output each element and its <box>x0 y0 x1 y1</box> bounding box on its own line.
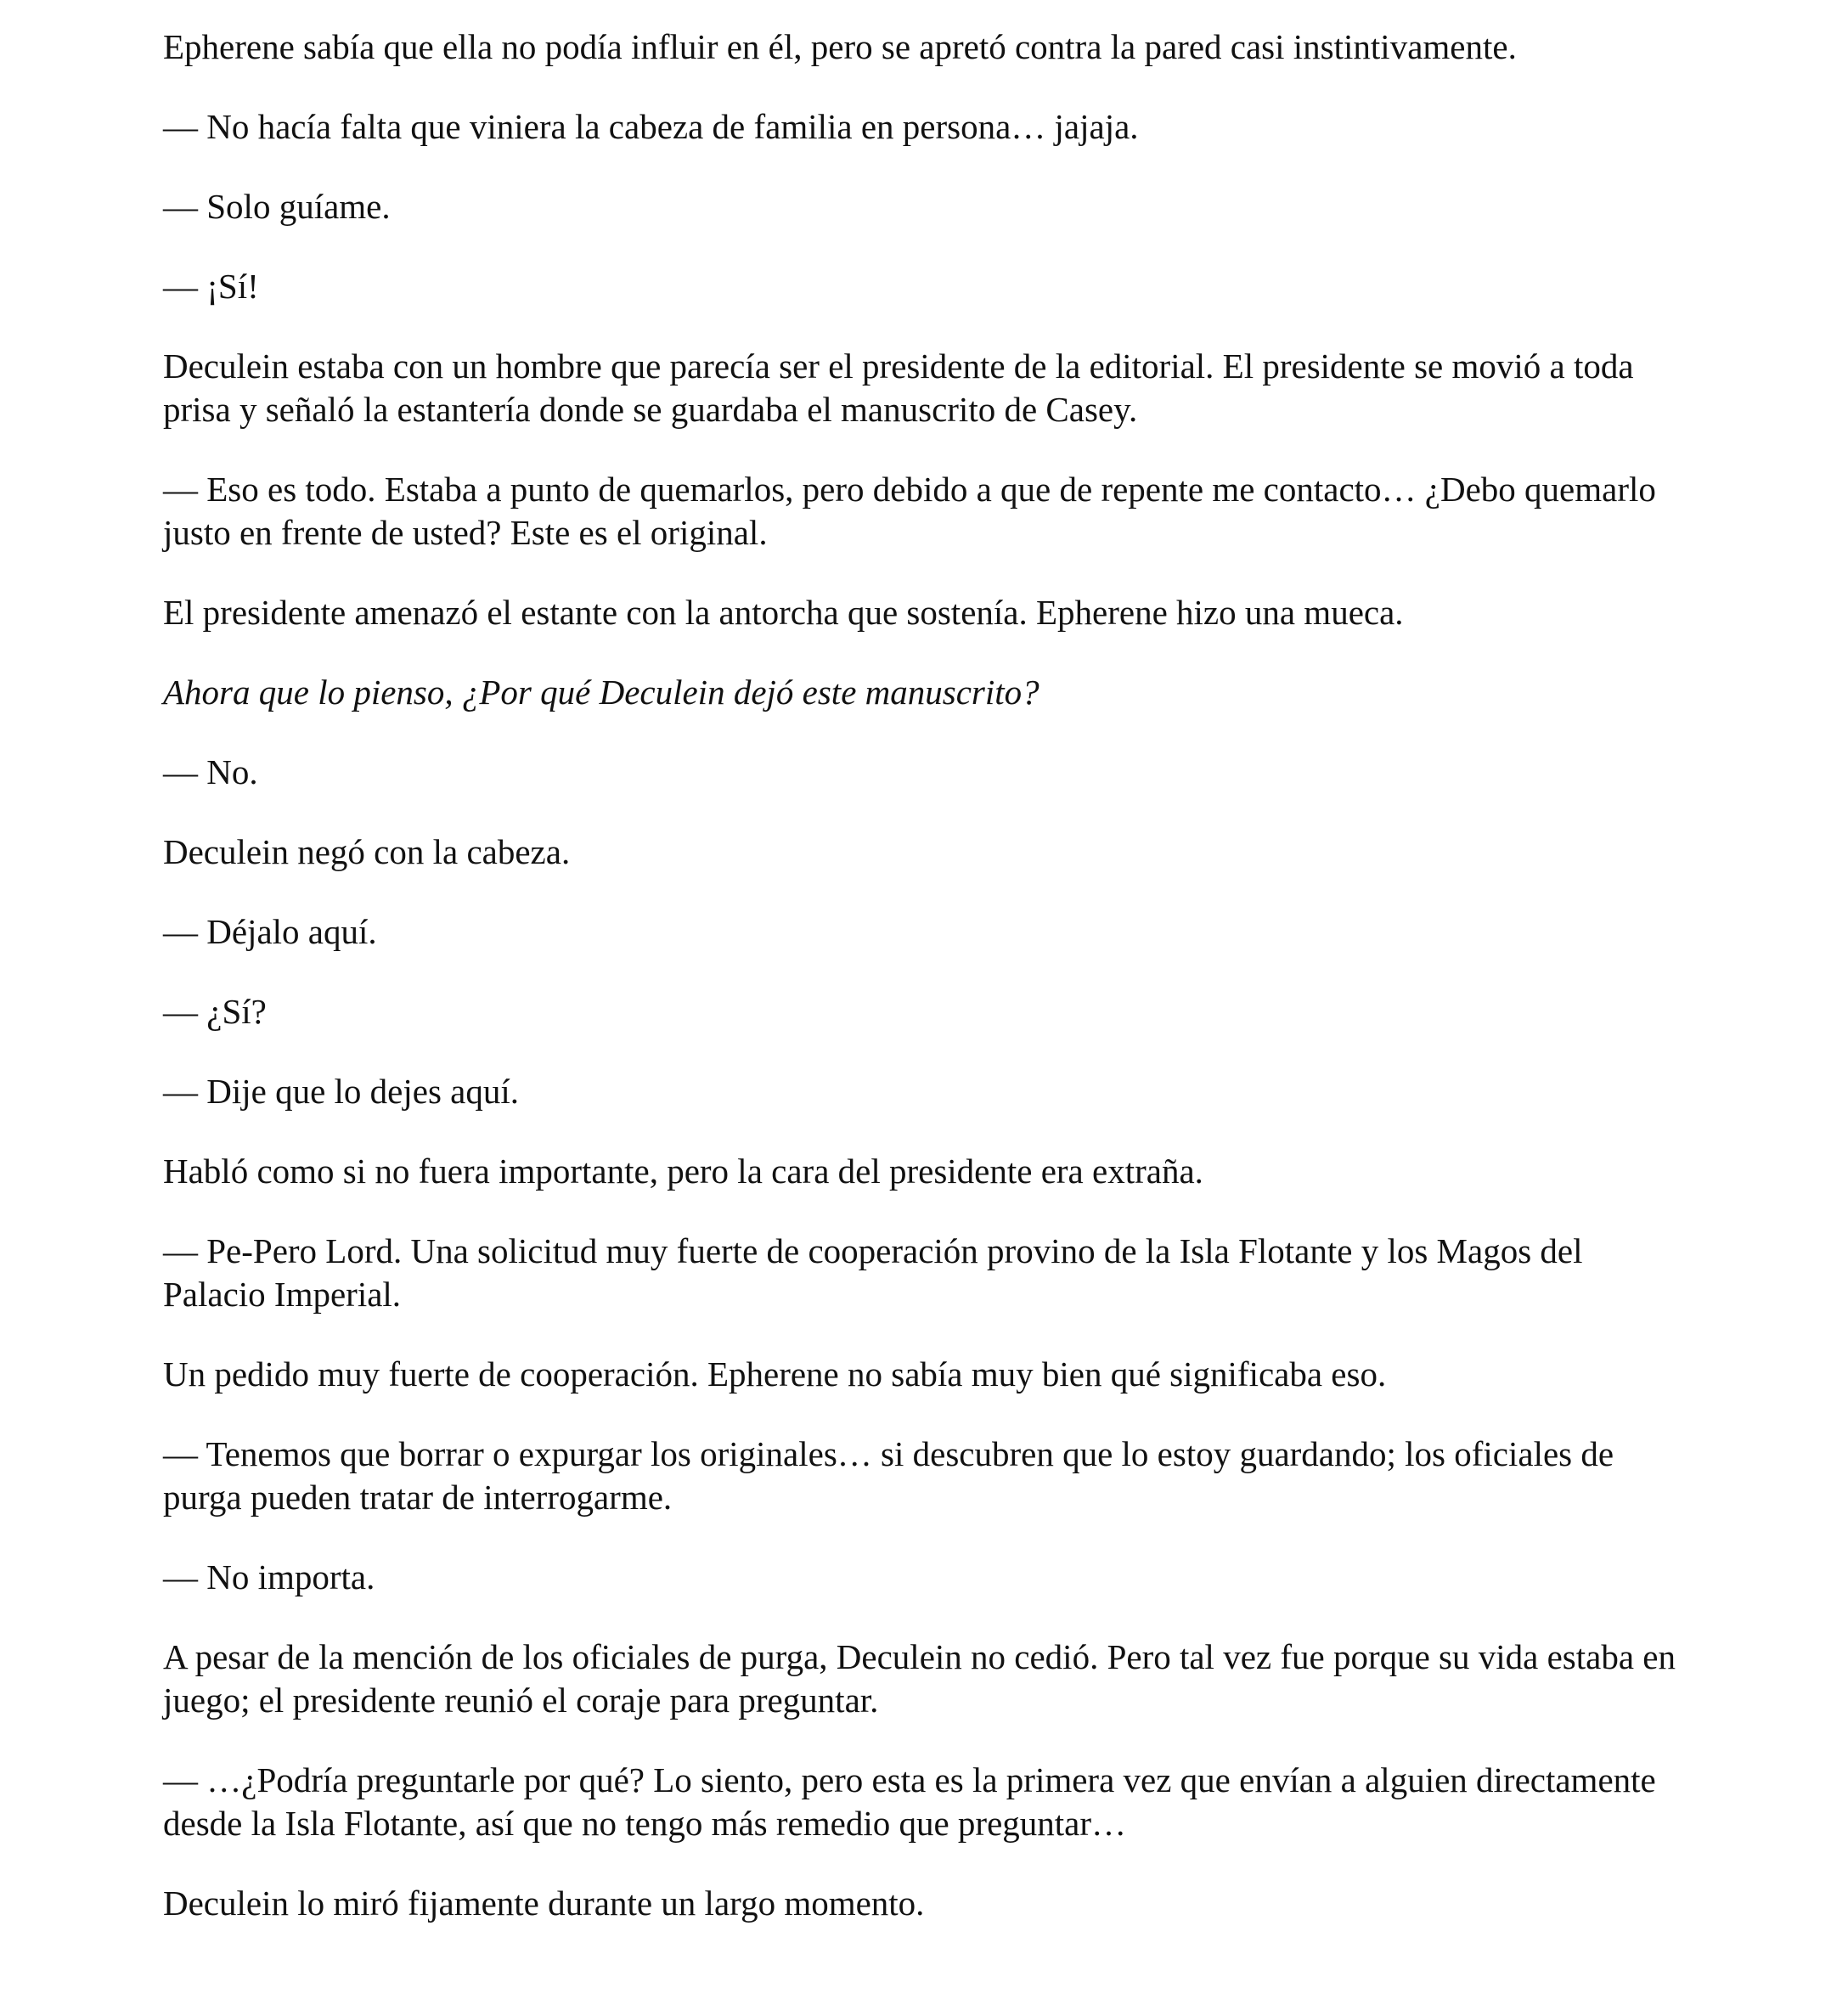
paragraph: — …¿Podría preguntarle por qué? Lo siento, pero esta es la primera vez que envían a alguien directamente desde la Isla Flotante, así que no tengo más remedio que preguntar… <box>163 1760 1656 1843</box>
paragraph: — No. <box>163 752 258 791</box>
paragraph: A pesar de la mención de los oficiales de purga, Deculein no cedió. Pero tal vez fue porque su vida estaba en juego; el presidente reunió el coraje para preguntar. <box>163 1637 1676 1720</box>
paragraph: — Pe-Pero Lord. Una solicitud muy fuerte de cooperación provino de la Isla Flotante y los Magos del Palacio Imperial. <box>163 1231 1583 1314</box>
paragraph: Epherene sabía que ella no podía influir en él, pero se apretó contra la pared casi instintivamente. <box>163 27 1517 66</box>
paragraph: — Déjalo aquí. <box>163 912 377 951</box>
document-body <box>163 25 1692 1962</box>
italic-paragraph: Ahora que lo pienso, ¿Por qué Deculein dejó este manuscrito? <box>163 673 1040 712</box>
paragraph: Deculein negó con la cabeza. <box>163 832 571 871</box>
paragraph: — Solo guíame. <box>163 187 391 226</box>
paragraph: El presidente amenazó el estante con la antorcha que sostenía. Epherene hizo una mueca. <box>163 593 1404 632</box>
paragraph: — Dije que lo dejes aquí. <box>163 1072 520 1111</box>
paragraph: — No importa. <box>163 1557 375 1596</box>
paragraph: Un pedido muy fuerte de cooperación. Epherene no sabía muy bien qué significaba eso. <box>163 1354 1387 1394</box>
paragraph: Deculein estaba con un hombre que parecía ser el presidente de la editorial. El presidente se movió a toda prisa y señaló la estantería donde se guardaba el manuscrito de Casey. <box>163 346 1634 429</box>
paragraph: — Tenemos que borrar o expurgar los originales… si descubren que lo estoy guardando; los oficiales de purga pueden tratar de interrogarme. <box>163 1434 1614 1517</box>
paragraph: Habló como si no fuera importante, pero la cara del presidente era extraña. <box>163 1152 1203 1191</box>
paragraph: — Eso es todo. Estaba a punto de quemarlos, pero debido a que de repente me contacto… ¿Debo quemarlo justo en frente de usted? Este es el original. <box>163 470 1656 552</box>
paragraph: — No hacía falta que viniera la cabeza de familia en persona… jajaja. <box>163 107 1139 146</box>
paragraph: Deculein lo miró fijamente durante un largo momento. <box>163 1884 925 1923</box>
paragraph: — ¡Sí! <box>163 267 259 306</box>
paragraph: — ¿Sí? <box>163 992 267 1031</box>
